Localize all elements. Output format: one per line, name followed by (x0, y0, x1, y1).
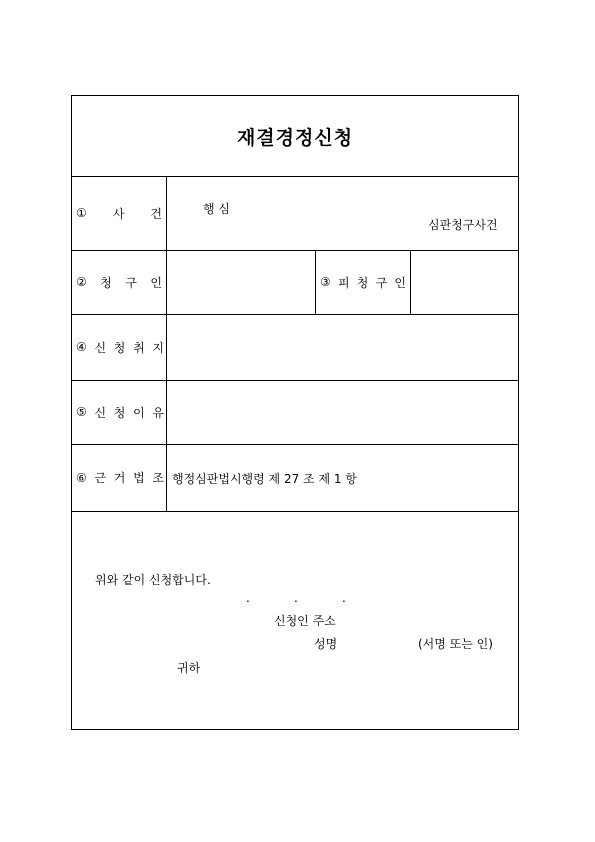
reason-label: ⑤ 신 청 이 유 (76, 405, 164, 420)
basis-value: 행정심판법시행령 제 27 조 제 1 항 (172, 472, 357, 486)
application-form (71, 95, 519, 730)
claimant-divider (315, 250, 316, 314)
applicant-address-label: 신청인 주소 (274, 614, 336, 628)
purpose-label: ④ 신 청 취 지 (76, 340, 164, 355)
sign-or-seal-note: (서명 또는 인) (418, 637, 493, 651)
respondent-label-divider (410, 250, 411, 314)
date-month-dot: . (294, 591, 298, 605)
basis-label: ⑥ 근 거 법 조 (76, 470, 164, 485)
case-number-prefix[interactable]: 행 심 (203, 202, 230, 216)
form-title: 재결경정신청 (236, 126, 354, 149)
label-column-divider (166, 176, 167, 511)
row-divider (72, 511, 518, 512)
respondent-label: ③ 피 청 구 인 (320, 275, 406, 290)
application-statement: 위와 같이 신청합니다. (95, 573, 211, 587)
applicant-name-label: 성명 (314, 637, 338, 651)
claimant-label: ② 청 구 인 (76, 275, 162, 290)
date-year-dot: . (246, 591, 250, 605)
case-label: ① 사 건 (76, 206, 162, 221)
addressee: 귀하 (177, 661, 201, 675)
case-type: 심판청구사건 (428, 218, 498, 232)
date-day-dot: . (342, 591, 346, 605)
